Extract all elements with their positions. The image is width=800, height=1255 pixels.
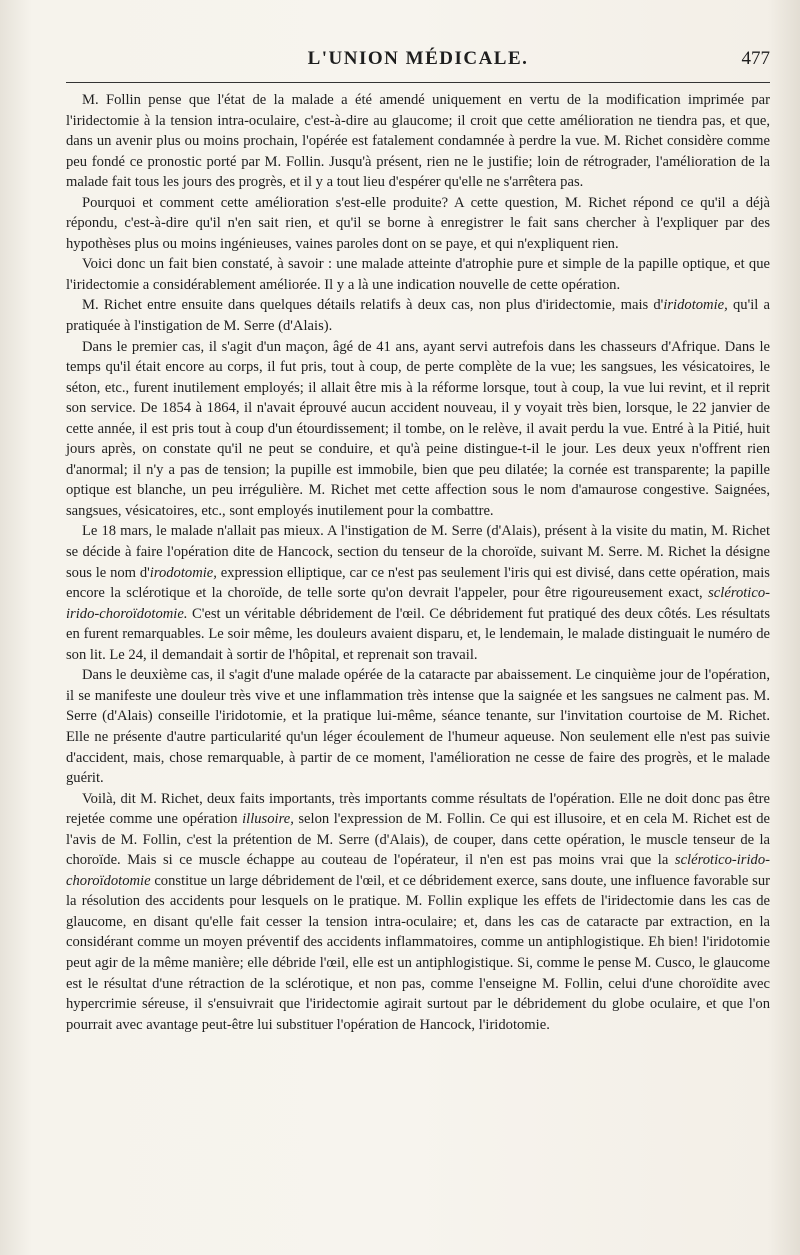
text-run: Dans le deuxième cas, il s'agit d'une malade opérée de la cataracte par abaissement. Le cinquième jour de l'opération, il se manifeste une douleur très vive et une inflammation très intense que la saignée et les sangsues ne calment pas. M. Serre (d'Alais) conseille l'iridotomie, et la pratique lui-même, séance tenante, sur l'invitation courtoise de M. Richet. Elle ne présente d'autre particularité qu'un léger écoulement de l'humeur aqueuse. Non seulement elle n'est pas suivie d'accident, mais, chose remarquable, à partir de ce moment, l'amélioration ne cesse de faire des progrès, et le malade guérit. xyxy=(66,667,770,787)
paragraph xyxy=(66,254,770,295)
text-run: Voilà, dit M. Richet, deux faits importants, très importants comme résultats de l'opération. Elle ne doit donc pas être rejetée comme une opération xyxy=(66,790,770,828)
italic-term: sclérotico-irido-choroïdotomie. xyxy=(66,585,770,622)
italic-term: iridotomie, xyxy=(663,297,728,314)
paragraph xyxy=(66,295,770,336)
italic-term: illusoire, xyxy=(242,811,294,828)
paragraph xyxy=(66,521,770,665)
running-title: L'UNION MÉDICALE. xyxy=(307,48,529,69)
paragraph xyxy=(66,665,770,788)
page-number: 477 xyxy=(741,48,770,69)
text-run: Voici donc un fait bien constaté, à savoir : une malade atteinte d'atrophie pure et simple de la papille optique, et que l'iridectomie a considérablement améliorée. Il y a là une indication nouvelle de cette opération. xyxy=(66,256,770,293)
text-run: Le 18 mars, le malade n'allait pas mieux. A l'instigation de M. Serre (d'Alais), présent à la visite du matin, M. Richet se décide à faire l'opération dite de Hancock, section du tenseur de la choroïde, suivant M. Serre. M. Richet la désigne sous le nom d' xyxy=(66,523,770,581)
header-rule xyxy=(66,82,770,83)
text-run: constitue un large débridement de l'œil, et ce débridement exerce, sans doute, une influence favorable sur la résolution des accidents pour lesquels on le pratique. M. Follin explique les effets de l'iridectomie dans les cas de glaucome, en disant qu'elle fait cesser la tension intra-oculaire; et, dans les cas de cataracte par extraction, en la considérant comme un moyen préventif des accidents inflammatoires, comme un antiphlogistique. Eh bien! l'iridotomie peut agir de la même manière; elle débride l'œil, elle est un antiphlogistique. Si, comme le pense M. Cusco, le glaucome est le résultat d'une rétraction de la sclérotique, et non pas, comme l'enseigne M. Follin, celui d'une choroïdite avec hypercrimie séreuse, il s'ensuivrait que l'iridectomie agirait surtout par le débridement du globe oculaire, et que l'on pourrait avec avantage peut-être lui substituer l'opération de Hancock, l'iridotomie. xyxy=(66,872,770,1033)
text-run: M. Richet entre ensuite dans quelques détails relatifs à deux cas, non plus d'iridectomie, mais d' xyxy=(82,297,664,314)
page-header xyxy=(66,44,770,78)
text-run: Pourquoi et comment cette amélioration s'est-elle produite? A cette question, M. Richet répond ce qu'il a déjà répondu, c'est-à-dire qu'il n'en sait rien, et qu'il se borne à enregistrer le fait sans chercher à l'expliquer par des hypothèses plus ou moins ingénieuses, vaines paroles dont on se paye, et qui n'expliquent rien. xyxy=(66,194,770,252)
text-run: selon l'expression de M. Follin. Ce qui est illusoire, et en cela M. Richet est de l'avis de M. Follin, c'est la prétention de M. Serre (d'Alais), de couper, dans cette opération, le muscle tenseur de la choroïde. Mais si ce muscle échappe au couteau de l'opérateur, il n'en est pas moins vrai que la xyxy=(66,811,770,869)
text-run: C'est un véritable débridement de l'œil. Ce débridement fut pratiqué des deux côtés. Les résultats en furent remarquables. Le soir même, les douleurs avaient disparu, et, le lendemain, le malade distinguait le numéro de son lit. Le 24, il demandait à sortir de l'hôpital, et reprenait son travail. xyxy=(66,605,770,663)
text-run: Dans le premier cas, il s'agit d'un maçon, âgé de 41 ans, ayant servi autrefois dans les chasseurs d'Afrique. Dans le temps qu'il était encore au corps, il fut pris, tout à coup, de perte complète de la vue; les sangsues, les vésicatoires, le séton, etc., furent inutilement employés; il allait être mis à la réforme lorsque, tout à coup, la vue lui revint, et il reprit son service. De 1854 à 1864, il n'avait éprouvé aucun accident nouveau, il y voyait très bien, lorsque, le 22 janvier de cette année, il est pris tout à coup d'un étourdissement; il tombe, on le relève, il avait perdu la vue. Entré à la Pitié, huit jours après, on constate qu'il ne peut se conduire, et qu'à peine distingue-t-il le jour. Les deux yeux n'offrent rien d'anormal; il n'y a pas de tension; la pupille est immobile, bien que peu dilatée; la cornée est transparente; la papille optique est blanche, un peu irrégulière. M. Richet met cette affection sous le nom d'amaurose congestive. Saignées, sangsues, vésicatoires, etc., sont employés inutilement pour la combattre. xyxy=(66,338,770,519)
paragraph xyxy=(66,90,770,193)
text-run: qu'il a pratiquée à l'instigation de M. Serre (d'Alais). xyxy=(66,297,770,335)
text-run: expression elliptique, car ce n'est pas seulement l'iris qui est divisé, dans cette opération, mais encore la sclérotique et la choroïde, de telle sorte qu'on devrait l'appeler, pour être rigoureusement exact, xyxy=(66,564,770,602)
italic-term: irodotomie, xyxy=(149,564,217,581)
paragraph xyxy=(66,337,770,522)
article-body xyxy=(66,90,770,1035)
italic-term: sclérotico-irido-choroïdotomie xyxy=(66,852,770,889)
paragraph xyxy=(66,789,770,1036)
text-run: M. Follin pense que l'état de la malade a été amendé uniquement en vertu de la modification imprimée par l'iridectomie à la tension intra-oculaire, c'est-à-dire au glaucome; il croit que cette amélioration ne tiendra pas, et que, dans un avenir plus ou moins prochain, l'opérée est fatalement condamnée à perdre la vue. M. Richet considère comme peu fondé ce pronostic porté par M. Follin. Jusqu'à présent, rien ne le justifie; loin de rétrograder, l'amélioration de la malade fait tous les jours des progrès, et il y a tout lieu d'espérer qu'elle ne s'arrêtera pas. xyxy=(66,92,770,191)
paragraph xyxy=(66,193,770,255)
